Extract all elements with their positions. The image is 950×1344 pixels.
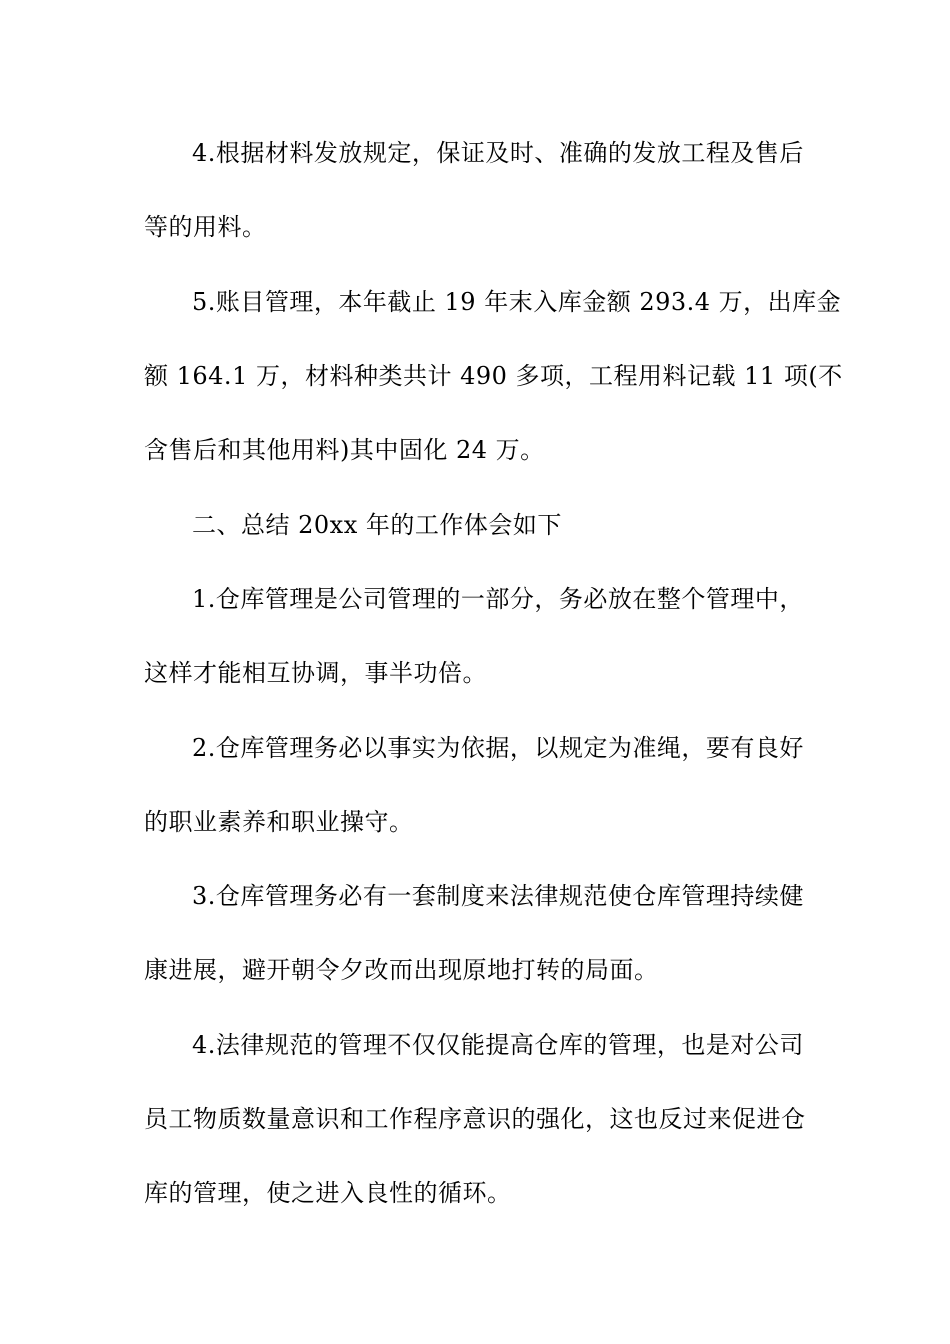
paragraph-line: 2.仓库管理务必以事实为依据，以规定为准绳，要有良好 [192,734,804,762]
paragraph-line: 3.仓库管理务必有一套制度来法律规范使仓库管理持续健 [192,882,804,910]
paragraph-line: 额 164.1 万，材料种类共计 490 多项，工程用料记载 11 项(不 [144,362,843,390]
paragraph-line: 这样才能相互协调，事半功倍。 [144,659,487,687]
paragraph-line: 1.仓库管理是公司管理的一部分，务必放在整个管理中， [192,585,804,613]
paragraph-line: 5.账目管理，本年截止 19 年末入库金额 293.4 万，出库金 [192,288,842,316]
section-heading: 二、总结 20xx 年的工作体会如下 [192,511,562,539]
paragraph-line: 员工物质数量意识和工作程序意识的强化，这也反过来促进仓 [144,1105,806,1133]
paragraph-line: 的职业素养和职业操守。 [144,808,414,836]
paragraph-line: 4.法律规范的管理不仅仅能提高仓库的管理，也是对公司 [192,1031,804,1059]
paragraph-line: 等的用料。 [144,213,267,241]
paragraph-line: 4.根据材料发放规定，保证及时、准确的发放工程及售后 [192,139,804,167]
paragraph-line: 含售后和其他用料)其中固化 24 万。 [144,436,545,464]
paragraph-line: 库的管理，使之进入良性的循环。 [144,1179,512,1207]
paragraph-line: 康进展，避开朝令夕改而出现原地打转的局面。 [144,956,659,984]
